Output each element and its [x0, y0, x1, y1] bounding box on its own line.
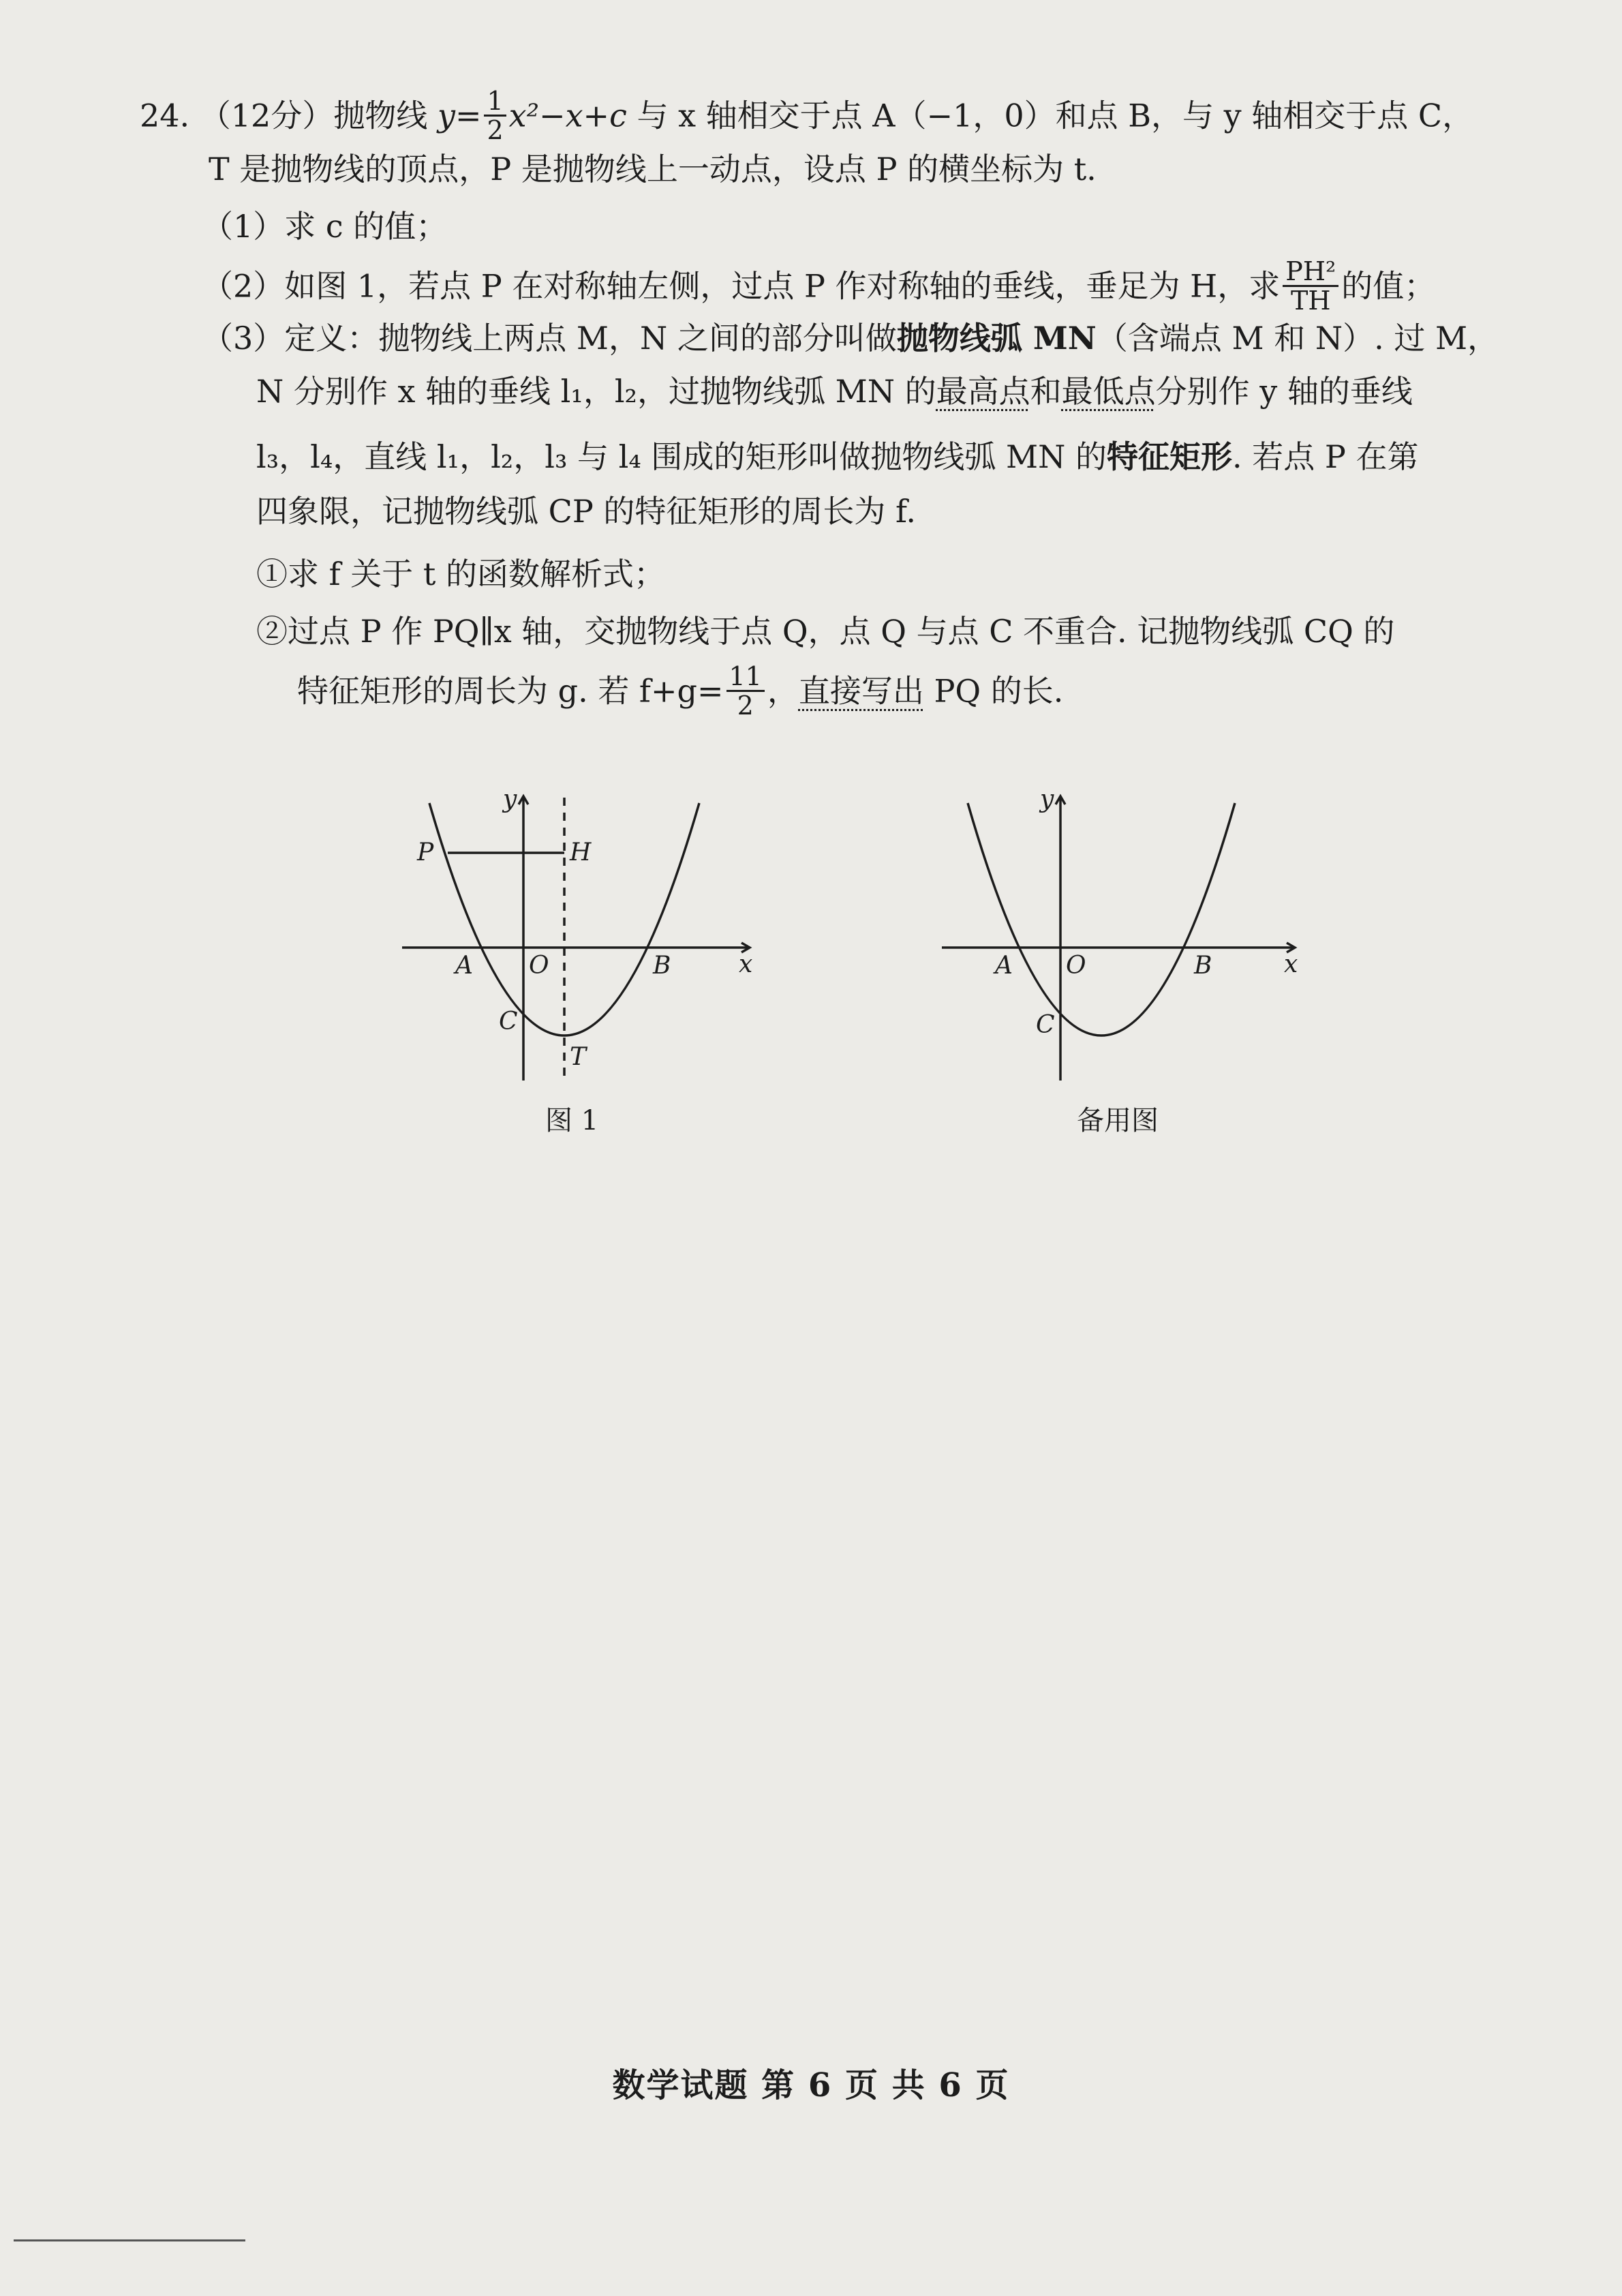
sub-question-2-fraction: [726, 663, 765, 719]
figure-1: [382, 784, 763, 1098]
question-3-line-3-a: l₃，l₄，直线 l₁，l₂，l₃ 与 l₄ 围成的矩形叫做抛物线弧 MN 的: [256, 438, 1107, 475]
sub-question-2-fraction-numerator: 11: [726, 663, 765, 692]
question-3-line-1: [202, 318, 1499, 359]
figure-2: [927, 784, 1309, 1098]
sub-question-2-line-2: [297, 661, 1064, 722]
parabola: [968, 803, 1235, 1036]
sub-question-2-text-c: PQ 的长.: [923, 672, 1064, 710]
label-c: C: [1036, 1011, 1055, 1039]
label-y: y: [1040, 785, 1054, 813]
intro-text-b: 与 x 轴相交于点 A（−1，0）和点 B，与 y 轴相交于点 C，: [637, 97, 1474, 134]
label-p: P: [417, 839, 434, 866]
problem-line-2: T 是抛物线的顶点，P 是抛物线上一动点，设点 P 的横坐标为 t.: [209, 151, 1097, 187]
question-3-text-a: （3）定义：抛物线上两点 M，N 之间的部分叫做: [202, 320, 897, 357]
label-o: O: [529, 952, 549, 980]
question-3-line-2: [256, 371, 1413, 412]
emphasis-lowest-point: 最低点: [1061, 373, 1156, 410]
sub-question-2-text-b: ，: [767, 672, 799, 710]
equation-fraction-denominator: 2: [487, 115, 504, 145]
sub-question-2-text-a: 特征矩形的周长为 g. 若 f+g=: [297, 672, 724, 710]
emphasis-direct-write: 直接写出: [798, 672, 924, 710]
question-3-line-3-b: . 若点 P 在第: [1232, 438, 1419, 475]
label-o: O: [1066, 952, 1086, 980]
question-2-text-a: （2）如图 1，若点 P 在对称轴左侧，过点 P 作对称轴的垂线，垂足为 H，求: [202, 267, 1281, 305]
sub-question-1: ①求 f 关于 t 的函数解析式；: [256, 556, 665, 592]
equation-fraction: [484, 87, 506, 144]
equation-fraction-numerator: 1: [484, 87, 506, 117]
label-c: C: [499, 1008, 518, 1036]
question-2-fraction-denominator: TH: [1291, 286, 1331, 316]
label-b: B: [653, 952, 671, 980]
question-2: [202, 256, 1436, 317]
equation-y: y=: [437, 97, 482, 134]
page-footer: 数学试题 第 6 页 共 6 页: [612, 2066, 1010, 2104]
figure-1-svg: [382, 784, 763, 1098]
question-2-fraction-numerator: PH²: [1283, 258, 1338, 287]
label-x: x: [1284, 950, 1298, 978]
label-b: B: [1194, 952, 1212, 980]
question-3-text-b: （含端点 M 和 N）. 过 M，: [1096, 320, 1499, 357]
figure-2-caption: 备用图: [1077, 1105, 1159, 1136]
label-a: A: [455, 952, 473, 980]
question-3-line-2-a: N 分别作 x 轴的垂线 l₁，l₂，过抛物线弧 MN 的: [256, 373, 936, 410]
footer-rule: [14, 2239, 245, 2241]
term-feature-rectangle: 特征矩形: [1107, 438, 1232, 475]
problem-points: （12分）: [199, 97, 334, 134]
label-y: y: [503, 785, 517, 813]
figure-1-caption: 图 1: [545, 1105, 599, 1136]
label-x: x: [739, 950, 753, 978]
question-2-fraction: [1283, 258, 1338, 314]
question-3-line-4: 四象限，记抛物线弧 CP 的特征矩形的周长为 f.: [256, 493, 917, 530]
intro-text-a: 抛物线: [333, 97, 428, 134]
equation-rest: x²−x+c: [508, 97, 627, 134]
problem-line-1: [140, 86, 1474, 147]
emphasis-highest-point: 最高点: [936, 373, 1030, 410]
label-t: T: [570, 1043, 587, 1071]
question-3-line-2-b: 和: [1030, 373, 1062, 410]
label-a: A: [995, 952, 1013, 980]
figure-2-svg: [927, 784, 1309, 1098]
label-h: H: [570, 839, 592, 866]
sub-question-2-line-1: ②过点 P 作 PQ∥x 轴，交抛物线于点 Q，点 Q 与点 C 不重合. 记抛物线弧 CQ 的: [256, 613, 1395, 650]
question-2-text-b: 的值；: [1341, 267, 1436, 305]
term-parabola-arc: 抛物线弧 MN: [896, 320, 1097, 357]
question-3-line-2-c: 分别作 y 轴的垂线: [1155, 373, 1413, 410]
sub-question-2-fraction-denominator: 2: [737, 691, 754, 721]
question-3-line-3: [256, 436, 1418, 477]
question-1: （1）求 c 的值；: [202, 208, 448, 245]
problem-number: 24.: [140, 97, 190, 134]
